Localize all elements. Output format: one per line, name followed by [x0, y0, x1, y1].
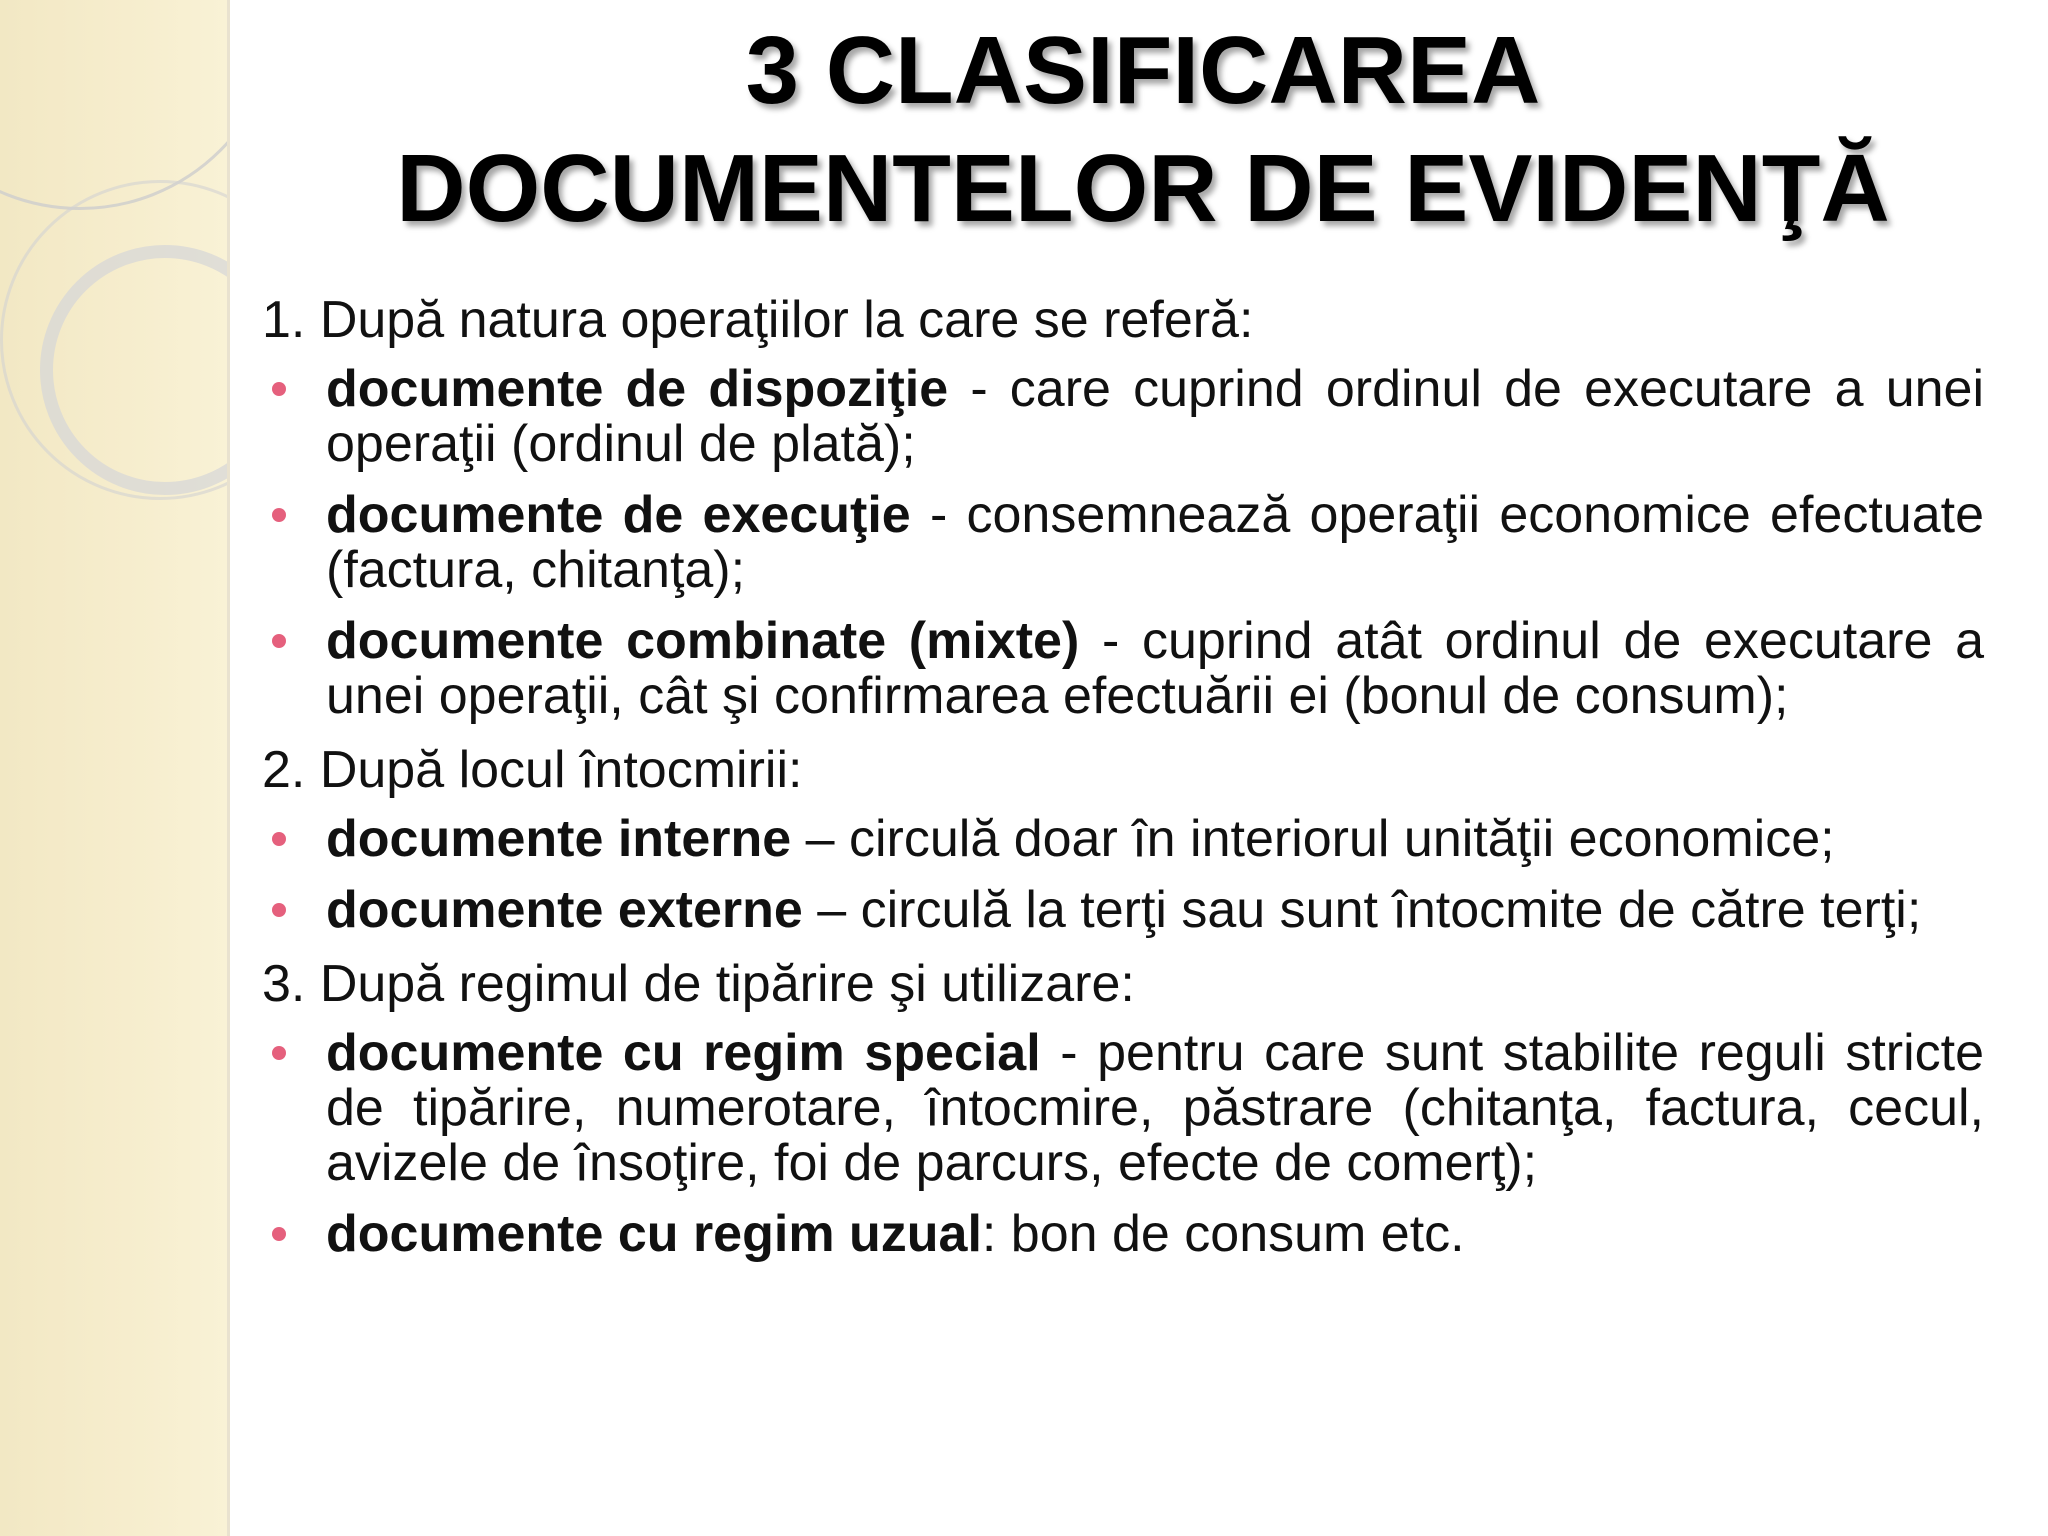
- section-heading: 3. După regimul de tipărire şi utilizare:: [262, 955, 1135, 1013]
- title-line-1: 3 CLASIFICAREA: [745, 17, 1541, 124]
- item-term: documente combinate (mixte): [326, 612, 1080, 670]
- item-term: documente cu regim uzual: [326, 1205, 982, 1263]
- item-text: - consemnează operaţii economice efectuate (factura, chitanţa);: [326, 486, 1984, 599]
- list-item: [262, 812, 1984, 867]
- slide-title: [302, 0, 1984, 248]
- item-text: – circulă doar în interiorul unităţii economice;: [791, 810, 1835, 868]
- decorative-circle: [0, 0, 230, 210]
- item-text: - cuprind atât ordinul de executare a unei operaţii, cât şi confirmarea efectuării ei (bonul de consum);: [326, 612, 1984, 725]
- item-text: - pentru care sunt stabilite reguli stricte de tipărire, numerotare, întocmire, păstrare (chitanţa, factura, cecul, avizele de însoţire, foi de parcurs, efecte de comerţ);: [326, 1024, 1984, 1192]
- bullet-dot-icon: [272, 508, 286, 522]
- title-line-2: DOCUMENTELOR DE EVIDENŢĂ: [396, 135, 1890, 242]
- bullet-dot-icon: [272, 832, 286, 846]
- list-item: [262, 883, 1984, 938]
- list-item: [262, 362, 1984, 472]
- item-term: documente externe: [326, 881, 803, 939]
- classification-list: [262, 290, 1984, 1278]
- item-term: documente de dispoziţie: [326, 360, 949, 418]
- list-item: [262, 488, 1984, 598]
- item-term: documente cu regim special: [326, 1024, 1041, 1082]
- item-term: documente interne: [326, 810, 792, 868]
- section-heading: 2. După locul întocmirii:: [262, 741, 803, 799]
- item-text: : bon de consum etc.: [981, 1205, 1465, 1263]
- bullet-dot-icon: [272, 1227, 286, 1241]
- bullet-dot-icon: [272, 1046, 286, 1060]
- bullet-dot-icon: [272, 903, 286, 917]
- slide-content: [262, 0, 1985, 1263]
- decorative-side-panel: [0, 0, 230, 1536]
- bullet-dot-icon: [272, 634, 286, 648]
- list-item: [262, 614, 1984, 724]
- list-item: [262, 1207, 1984, 1262]
- list-item: [262, 1026, 1984, 1191]
- bullet-dot-icon: [272, 382, 286, 396]
- item-text: - care cuprind ordinul de executare a unei operaţii (ordinul de plată);: [326, 360, 1985, 473]
- item-term: documente de execuţie: [326, 486, 911, 544]
- section-heading: 1. După natura operaţiilor la care se referă:: [262, 291, 1254, 349]
- item-text: – circulă la terţi sau sunt întocmite de către terţi;: [802, 881, 1922, 939]
